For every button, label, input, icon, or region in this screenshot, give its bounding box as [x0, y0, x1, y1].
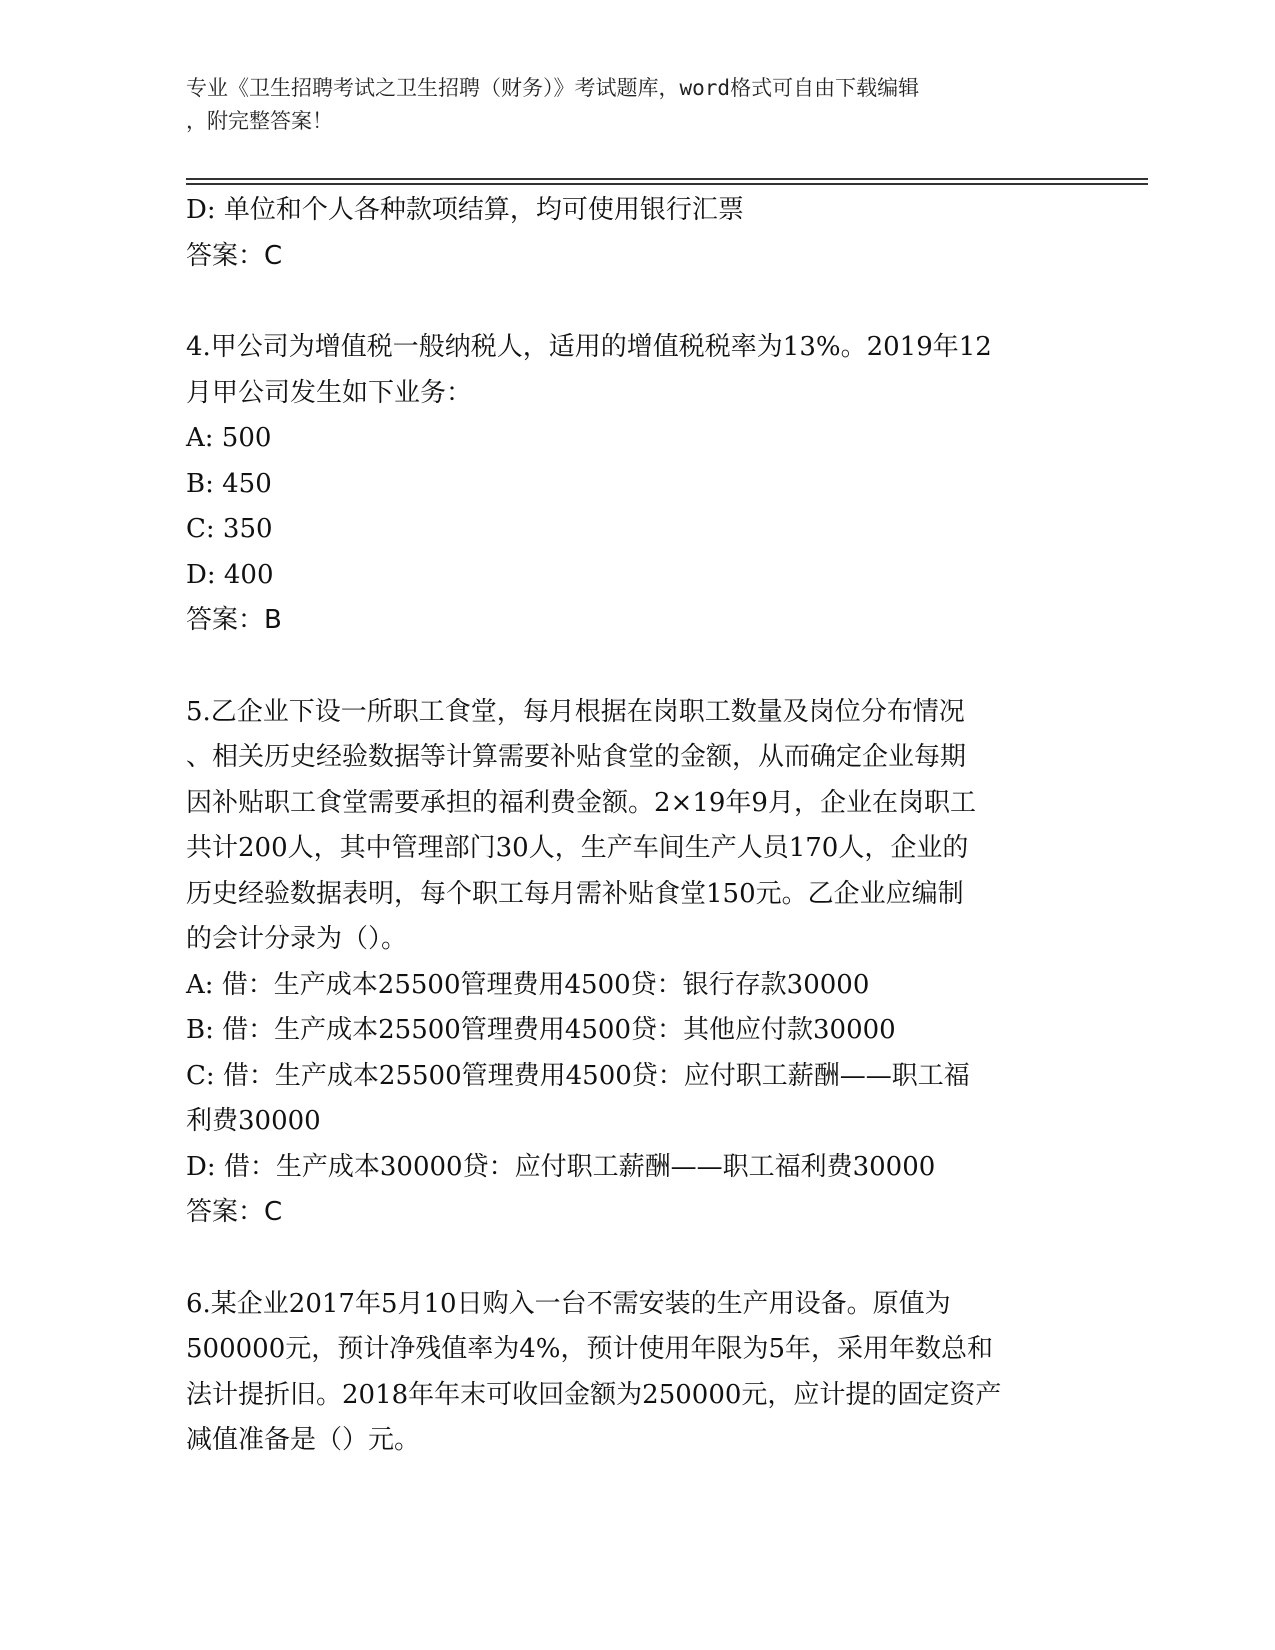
header-rule-top — [186, 178, 1148, 180]
answer-line: 答案：C — [186, 1197, 283, 1227]
header-rule-bottom — [186, 183, 1148, 185]
question-6 — [186, 1282, 1086, 1464]
question-stem-line: 6.某企业2017年5月10日购入一台不需安装的生产用设备。原值为 — [186, 1288, 951, 1319]
question-stem-line: 减值准备是（）元。 — [186, 1425, 421, 1455]
question-stem-line: 共计200人，其中管理部门30人，生产车间生产人员170人，企业的 — [186, 833, 969, 863]
option-d: D: 借：生产成本30000贷：应付职工薪酬——职工福利费30000 — [186, 1151, 936, 1182]
question-stem-line: 4.甲公司为增值税一般纳税人，适用的增值税税率为13%。2019年12 — [186, 332, 992, 362]
question-4 — [186, 325, 1086, 644]
option-a: A: 500 — [186, 423, 272, 453]
option-d: D: 400 — [186, 559, 274, 590]
document-body — [186, 188, 1086, 1464]
option-b: B: 450 — [186, 468, 272, 499]
question-stem-line: 的会计分录为（）。 — [186, 924, 408, 954]
spacer — [186, 1236, 1086, 1282]
option-d: D: 单位和个人各种款项结算，均可使用银行汇票 — [186, 195, 744, 225]
header-title-line-2: ，附完整答案！ — [186, 109, 333, 133]
option-c: C: 350 — [186, 514, 273, 544]
option-c-continued: 利费30000 — [186, 1106, 321, 1136]
question-stem-line: 、相关历史经验数据等计算需要补贴食堂的金额，从而确定企业每期 — [186, 742, 967, 772]
header-title-line-1: 专业《卫生招聘考试之卫生招聘（财务）》考试题库，word格式可自由下载编辑 — [186, 76, 920, 100]
question-stem-line: 月甲公司发生如下业务： — [186, 377, 473, 408]
page-header — [186, 72, 1066, 138]
question-5 — [186, 690, 1086, 1236]
question-stem-line: 5.乙企业下设一所职工食堂，每月根据在岗职工数量及岗位分布情况 — [186, 696, 965, 727]
option-b: B: 借：生产成本25500管理费用4500贷：其他应付款30000 — [186, 1015, 896, 1045]
answer-line: 答案：C — [186, 240, 283, 271]
question-stem-line: 因补贴职工食堂需要承担的福利费金额。2×19年9月，企业在岗职工 — [186, 787, 976, 818]
spacer — [186, 279, 1086, 325]
question-3-tail — [186, 188, 1086, 279]
answer-line: 答案：B — [186, 605, 282, 635]
option-a: A: 借：生产成本25500管理费用4500贷：银行存款30000 — [186, 969, 870, 1000]
question-stem-line: 500000元，预计净残值率为4%，预计使用年限为5年，采用年数总和 — [186, 1334, 994, 1364]
question-stem-line: 历史经验数据表明，每个职工每月需补贴食堂150元。乙企业应编制 — [186, 878, 964, 909]
option-c: C: 借：生产成本25500管理费用4500贷：应付职工薪酬——职工福 — [186, 1060, 970, 1091]
question-stem-line: 法计提折旧。2018年年末可收回金额为250000元，应计提的固定资产 — [186, 1379, 1002, 1410]
spacer — [186, 644, 1086, 690]
